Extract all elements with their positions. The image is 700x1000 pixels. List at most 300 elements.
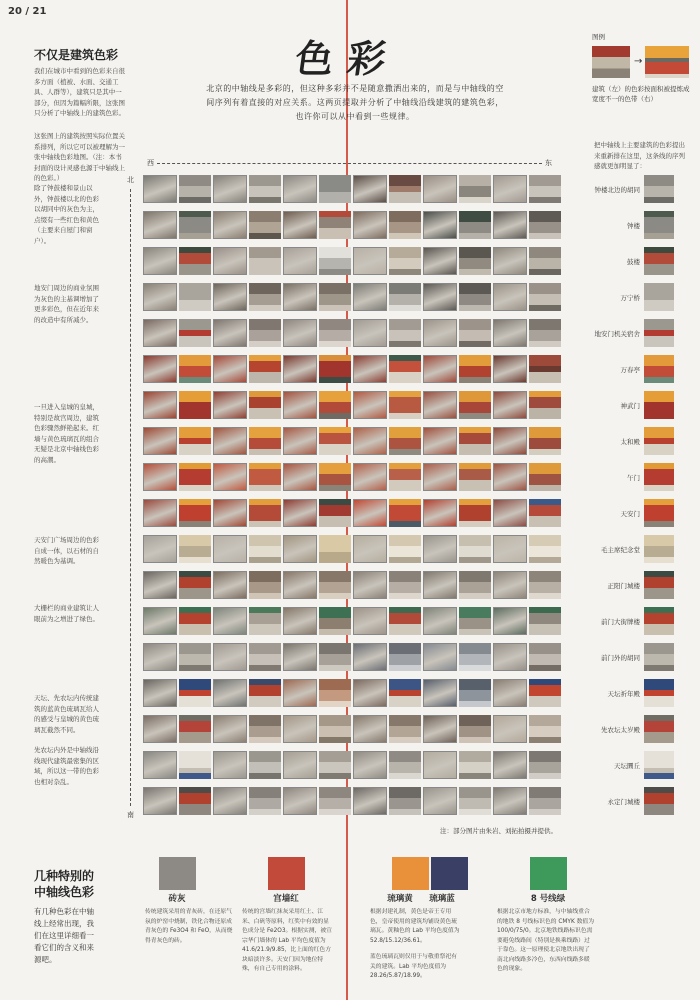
color-band [459, 197, 491, 203]
color-band [179, 665, 211, 671]
color-band [389, 480, 421, 491]
color-band [319, 737, 351, 743]
color-band [249, 449, 281, 455]
color-band [644, 643, 674, 654]
color-swatch [459, 571, 491, 599]
color-band [179, 427, 211, 438]
building-photo [493, 535, 527, 563]
color-band [319, 618, 351, 629]
color-band [179, 613, 211, 624]
color-band [319, 690, 351, 701]
bottom-heading [34, 868, 94, 900]
color-swatch [389, 607, 421, 635]
color-band [179, 546, 211, 557]
color-band [319, 762, 351, 773]
color-swatch [459, 463, 491, 491]
color-band [459, 505, 491, 522]
color-swatch [389, 355, 421, 383]
color-band [459, 444, 491, 455]
color-band [389, 715, 421, 726]
color-band [249, 505, 281, 522]
color-band [179, 336, 211, 347]
color-swatch [529, 283, 561, 311]
color-band [249, 571, 281, 582]
color-swatch [179, 751, 211, 779]
building-photo [353, 427, 387, 455]
color-band [319, 247, 351, 258]
color-band [389, 175, 421, 186]
color-band [319, 474, 351, 485]
color-band [459, 269, 491, 275]
color-band [529, 485, 561, 491]
color-band [529, 643, 561, 654]
building-photo [353, 715, 387, 743]
building-photo [353, 679, 387, 707]
color-swatch [179, 175, 211, 203]
building-photo [213, 607, 247, 635]
glazed-blue-name: 琉璃蓝 [429, 894, 455, 904]
color-band [644, 283, 674, 300]
color-band [249, 222, 281, 233]
color-band [459, 391, 491, 402]
color-band [319, 361, 351, 378]
color-band [389, 247, 421, 258]
color-band [389, 258, 421, 269]
building-photo [423, 463, 457, 491]
building-photo [493, 175, 527, 203]
axis-summary-label: 先农坛太岁殿 [601, 726, 640, 734]
building-photo [493, 751, 527, 779]
color-band [529, 269, 561, 275]
color-band [319, 593, 351, 599]
south-label: 南 [127, 811, 134, 819]
color-band [319, 665, 351, 671]
building-photo [213, 211, 247, 239]
color-band [319, 809, 351, 815]
color-band [529, 449, 561, 455]
axis-summary-label: 天坛祈年殿 [607, 690, 640, 698]
color-swatch [249, 319, 281, 347]
color-swatch [389, 391, 421, 419]
color-band [179, 197, 211, 203]
color-band [319, 798, 351, 809]
building-photo [283, 535, 317, 563]
north-label: 北 [127, 176, 134, 184]
building-color-grid [143, 175, 553, 820]
color-band [389, 665, 421, 671]
color-band [389, 787, 421, 798]
color-band [459, 546, 491, 557]
color-band [319, 629, 351, 635]
color-band [644, 557, 674, 563]
color-band [529, 319, 561, 330]
color-band [249, 593, 281, 599]
building-photo [283, 643, 317, 671]
color-band [389, 413, 421, 419]
building-photo [283, 355, 317, 383]
building-photo [143, 283, 177, 311]
color-band [319, 726, 351, 737]
color-band [249, 773, 281, 779]
left-paragraph-3: 除了钟鼓楼和景山以外，钟鼓楼以北的色彩以胡同中的灰色为主，点缀有一些红色和黄色（主要来自屋门和窗户）。 [34, 184, 99, 245]
color-swatch [249, 643, 281, 671]
color-band [529, 613, 561, 624]
color-band [529, 222, 561, 233]
color-swatch [249, 175, 281, 203]
glazed-blue-desc: 蓝色琉璃瓦则仅用于与敬重祭祀有关的建筑。Lab 平均色度值为 28.26/5.87/18.99。 [370, 954, 457, 979]
axis-summary-label: 万宁桥 [620, 294, 640, 302]
color-swatch [459, 283, 491, 311]
color-band [389, 283, 421, 294]
building-photo [493, 463, 527, 491]
color-swatch [249, 355, 281, 383]
left-paragraph-4: 地安门周边的商业氛围为灰色的主基调增加了更多彩色，但在近年来的改造中有所减少。 [34, 284, 99, 324]
color-swatch [529, 211, 561, 239]
color-band [459, 413, 491, 419]
color-band [319, 269, 351, 275]
color-band [459, 469, 491, 480]
bottom-heading-line-1: 几种特别的 [34, 869, 95, 883]
building-photo [143, 247, 177, 275]
color-swatch [389, 283, 421, 311]
axis-summary-swatch [644, 499, 674, 527]
brick-gray-desc: 传统建筑采用的青灰砖，在还原气氛的炉窑中烧制，铁化合物还原成青灰色的 Fe3O4 和 FeO，从而烧得青灰色的砖。 [145, 909, 233, 944]
building-photo [283, 319, 317, 347]
palace-red-swatch [268, 857, 305, 890]
color-band [319, 341, 351, 347]
east-label: 东 [545, 159, 552, 167]
color-band [179, 485, 211, 491]
color-swatch [319, 715, 351, 743]
color-band [319, 751, 351, 762]
color-band [459, 233, 491, 239]
color-band [249, 330, 281, 341]
axis-summary-label: 前门大街牌楼 [601, 618, 640, 626]
color-band [529, 408, 561, 419]
color-band [389, 751, 421, 762]
color-band [459, 762, 491, 773]
color-band [459, 330, 491, 341]
color-band [644, 613, 674, 624]
color-band [529, 427, 561, 438]
color-band [389, 305, 421, 311]
building-photo [423, 175, 457, 203]
color-swatch [249, 463, 281, 491]
color-band [179, 535, 211, 546]
axis-summary-swatch [644, 535, 674, 563]
color-swatch [319, 391, 351, 419]
color-band [459, 402, 491, 413]
color-band [529, 438, 561, 449]
color-swatch [249, 751, 281, 779]
color-band [529, 582, 561, 593]
axis-summary-swatch [644, 607, 674, 635]
color-band [179, 186, 211, 197]
building-photo [283, 571, 317, 599]
color-band [459, 809, 491, 815]
arrow-right-icon: → [634, 56, 643, 67]
color-band [249, 319, 281, 330]
color-band [529, 685, 561, 696]
building-photo [353, 319, 387, 347]
color-band [459, 247, 491, 258]
color-band [459, 629, 491, 635]
axis-summary-label: 天坛圜丘 [614, 762, 640, 770]
north-south-axis [124, 175, 136, 820]
color-swatch [319, 175, 351, 203]
color-band [529, 665, 561, 671]
axis-summary-label: 前门外的胡同 [601, 654, 640, 662]
color-band [459, 175, 491, 186]
left-paragraph-1: 我们在城市中看到的色彩来自很多方面（植被、水面、交通工具、人群等），建筑只是其中一部分，但因为篇幅所限，这张图只分析了中轴线上的建筑色彩。 [34, 67, 125, 117]
color-band [529, 715, 561, 726]
building-photo [143, 427, 177, 455]
color-band [389, 696, 421, 707]
color-band [644, 444, 674, 455]
color-band [529, 557, 561, 563]
building-photo [213, 787, 247, 815]
color-band [529, 341, 561, 347]
color-band [179, 444, 211, 455]
building-photo [493, 643, 527, 671]
color-swatch [389, 499, 421, 527]
color-band [389, 726, 421, 737]
bottom-heading-line-2: 中轴线色彩 [34, 885, 95, 899]
color-band [389, 593, 421, 599]
color-swatch [249, 211, 281, 239]
building-photo [283, 499, 317, 527]
axis-summary-label: 永定门城楼 [607, 798, 640, 806]
color-swatch [179, 247, 211, 275]
color-band [389, 762, 421, 773]
building-photo [213, 679, 247, 707]
color-swatch [179, 463, 211, 491]
building-photo [353, 571, 387, 599]
color-swatch [249, 679, 281, 707]
axis-summary-swatch [644, 787, 674, 815]
building-photo [423, 319, 457, 347]
color-band [179, 264, 211, 275]
color-band [319, 413, 351, 419]
color-band [644, 319, 674, 330]
color-band [459, 787, 491, 798]
color-band [644, 521, 674, 527]
color-band [249, 582, 281, 593]
color-band [389, 397, 421, 414]
color-band [319, 607, 351, 618]
color-band [249, 361, 281, 372]
color-band [459, 654, 491, 665]
color-band [179, 732, 211, 743]
color-swatch [179, 391, 211, 419]
building-photo [213, 499, 247, 527]
color-band [179, 505, 211, 522]
color-band [529, 355, 561, 366]
color-band [179, 402, 211, 419]
color-band [319, 192, 351, 203]
color-band [529, 330, 561, 341]
color-swatch [529, 715, 561, 743]
color-swatch [389, 751, 421, 779]
color-band [249, 247, 281, 258]
color-band [249, 438, 281, 449]
color-band [249, 469, 281, 486]
color-band [459, 607, 491, 618]
color-band [249, 809, 281, 815]
color-swatch [529, 751, 561, 779]
color-band [249, 258, 281, 275]
color-band [529, 751, 561, 762]
color-band [389, 535, 421, 546]
color-swatch [529, 391, 561, 419]
color-band [529, 798, 561, 809]
building-photo [423, 427, 457, 455]
color-band [389, 192, 421, 203]
axis-summary-swatch [644, 211, 674, 239]
axis-summary-swatch [644, 427, 674, 455]
color-swatch [319, 319, 351, 347]
axis-summary-swatch [644, 463, 674, 491]
color-band [529, 571, 561, 582]
color-swatch [319, 787, 351, 815]
axis-summary-swatch [644, 751, 674, 779]
color-band [644, 804, 674, 815]
building-photo [213, 571, 247, 599]
color-band [389, 341, 421, 347]
color-swatch [459, 679, 491, 707]
color-band [644, 654, 674, 665]
building-photo [493, 571, 527, 599]
color-band [459, 377, 491, 383]
building-photo [213, 283, 247, 311]
color-band [644, 577, 674, 588]
building-photo [143, 319, 177, 347]
color-swatch [529, 571, 561, 599]
color-band [389, 269, 421, 275]
building-photo [493, 391, 527, 419]
axis-dashed-line [157, 163, 542, 164]
color-band [529, 593, 561, 599]
building-photo [143, 607, 177, 635]
color-band [644, 679, 674, 690]
axis-summary-swatch [644, 355, 674, 383]
color-swatch [319, 355, 351, 383]
color-swatch [459, 175, 491, 203]
building-photo [423, 391, 457, 419]
color-band [249, 305, 281, 311]
building-photo [143, 571, 177, 599]
axis-summary-label: 午门 [627, 474, 640, 482]
legend-building-photo [592, 46, 630, 78]
building-photo [423, 571, 457, 599]
building-photo [353, 175, 387, 203]
building-photo [493, 427, 527, 455]
color-band [529, 305, 561, 311]
color-swatch [249, 391, 281, 419]
color-band [459, 366, 491, 377]
color-band [644, 696, 674, 707]
color-band [319, 787, 351, 798]
color-swatch [319, 463, 351, 491]
building-photo [143, 499, 177, 527]
building-photo [143, 175, 177, 203]
color-band [319, 444, 351, 455]
building-photo [423, 787, 457, 815]
glazed-yellow-swatch [392, 857, 429, 890]
color-swatch [179, 319, 211, 347]
color-band [249, 643, 281, 654]
color-swatch [529, 355, 561, 383]
building-photo [143, 391, 177, 419]
building-photo [283, 463, 317, 491]
axis-summary-swatch [644, 715, 674, 743]
color-band [529, 463, 561, 474]
color-band [459, 480, 491, 491]
color-band [529, 372, 561, 383]
color-band [459, 319, 491, 330]
color-band [319, 433, 351, 444]
color-band [389, 773, 421, 779]
color-swatch [319, 427, 351, 455]
color-band [249, 546, 281, 557]
color-band [644, 300, 674, 311]
building-photo [493, 319, 527, 347]
building-photo [213, 535, 247, 563]
color-swatch [389, 463, 421, 491]
color-band [529, 535, 561, 546]
color-band [179, 804, 211, 815]
color-band [644, 217, 674, 234]
color-band [319, 391, 351, 402]
color-swatch [529, 535, 561, 563]
glazed-blue-swatch [431, 857, 468, 890]
building-photo [283, 391, 317, 419]
color-band [459, 679, 491, 690]
color-swatch [249, 715, 281, 743]
color-swatch [459, 787, 491, 815]
color-band [459, 690, 491, 701]
color-band [249, 737, 281, 743]
building-photo [283, 427, 317, 455]
building-photo [213, 355, 247, 383]
color-band [644, 427, 674, 438]
color-band [249, 787, 281, 798]
color-swatch [529, 247, 561, 275]
west-east-axis [147, 158, 552, 170]
page-number: 20 / 21 [8, 6, 47, 17]
axis-summary-label: 钟楼 [627, 222, 640, 230]
line8-green-name: 8 号线绿 [530, 894, 566, 904]
color-swatch [459, 643, 491, 671]
building-photo [143, 355, 177, 383]
color-swatch [459, 535, 491, 563]
color-swatch [179, 607, 211, 635]
page-title: 色彩 [292, 36, 403, 81]
color-band [529, 773, 561, 779]
building-photo [213, 463, 247, 491]
color-band [644, 665, 674, 671]
building-photo [353, 391, 387, 419]
color-band [319, 305, 351, 311]
color-band [644, 355, 674, 366]
color-band [529, 175, 561, 186]
color-band [529, 809, 561, 815]
color-band [529, 258, 561, 269]
color-band [389, 582, 421, 593]
color-band [529, 726, 561, 737]
building-photo [353, 247, 387, 275]
building-photo [213, 319, 247, 347]
